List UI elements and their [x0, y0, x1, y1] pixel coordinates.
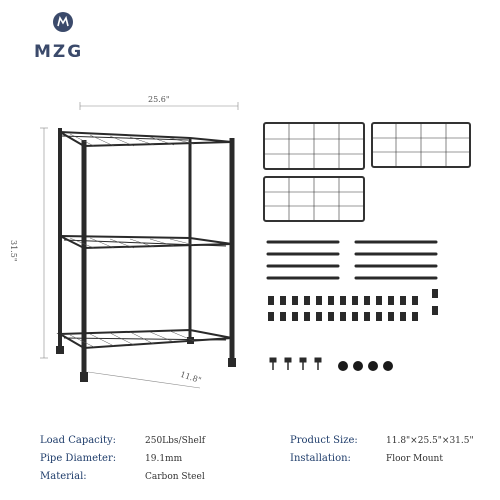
end-caps — [338, 361, 393, 371]
spec-table — [0, 428, 500, 500]
spec-label-load: Load Capacity: — [40, 435, 117, 446]
plastic-sleeves — [268, 289, 438, 321]
leveling-feet — [270, 358, 321, 370]
spec-value-pipe: 19.1mm — [145, 454, 183, 464]
dimension-width-label: 25.6" — [148, 95, 170, 104]
spec-label-pipe: Pipe Diameter: — [40, 453, 117, 464]
spec-label-material: Material: — [40, 471, 87, 482]
spec-value-material: Carbon Steel — [145, 472, 205, 482]
spec-value-size: 11.8"×25.5"×31.5" — [386, 436, 474, 446]
logo-text: MZG — [34, 42, 84, 62]
dimension-height-label: 31.5" — [9, 240, 18, 262]
spec-label-size: Product Size: — [290, 435, 358, 446]
wire-shelf-panels — [264, 123, 470, 221]
spec-label-installation: Installation: — [290, 453, 351, 464]
spec-value-installation: Floor Mount — [386, 454, 443, 464]
shelf-unit — [56, 128, 236, 382]
spec-value-load: 250Lbs/Shelf — [145, 436, 206, 446]
dimension-depth-label: 11.8" — [179, 369, 203, 386]
support-poles — [268, 242, 436, 278]
